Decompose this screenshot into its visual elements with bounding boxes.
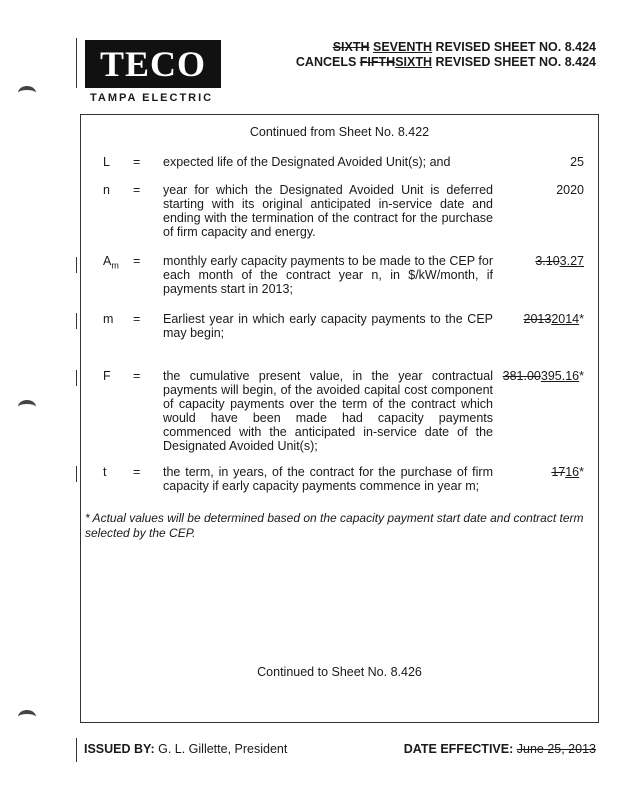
value-old: 17 xyxy=(551,465,566,479)
definition-text: year for which the Designated Avoided Unit is deferred starting with its original anticipated in-service date and ending with the termination of the contract for the purchase of firm capacity and energy. xyxy=(163,183,493,239)
new-revision: SEVENTH xyxy=(372,40,433,54)
definition-symbol xyxy=(103,254,133,271)
definition-value xyxy=(503,369,584,383)
value-old: 2013 xyxy=(523,312,552,326)
cancels-new: SIXTH xyxy=(395,55,433,69)
issued-by-label: ISSUED BY: xyxy=(84,742,155,756)
cancels-old: FIFTH xyxy=(359,55,396,69)
value-new: 2014 xyxy=(551,312,580,326)
continued-from: Continued from Sheet No. 8.422 xyxy=(249,125,430,139)
revision-bar xyxy=(76,370,77,386)
definition-symbol: m xyxy=(103,312,114,326)
equals-sign: = xyxy=(133,369,141,383)
value-asterisk: * xyxy=(579,465,584,479)
revision-bar xyxy=(76,257,77,273)
definition-symbol: n xyxy=(103,183,110,197)
definition-value xyxy=(570,155,584,169)
equals-sign: = xyxy=(133,183,141,197)
tariff-sheet-frame xyxy=(80,114,599,723)
value-asterisk: * xyxy=(579,369,584,383)
sheet-revision-line xyxy=(333,40,596,54)
cancels-line xyxy=(296,55,596,69)
margin-bar-top xyxy=(76,38,77,88)
definition-text: the cumulative present value, in the year contractual payments will begin, of the avoided capital cost component of capacity payments over the term of the contract which would have been made had capacity payments commenced with the anticipated in-service date of the Designated Avoided Unit(s); xyxy=(163,369,493,453)
binding-mark xyxy=(18,710,36,724)
cancels-text: REVISED SHEET NO. 8.424 xyxy=(435,55,596,69)
symbol-base: A xyxy=(103,254,112,268)
old-revision: SIXTH xyxy=(332,40,370,54)
revision-bar xyxy=(76,313,77,329)
equals-sign: = xyxy=(133,312,141,326)
issued-by xyxy=(84,742,287,756)
definition-text: the term, in years, of the contract for the purchase of firm capacity if early capacity payments commence in year m; xyxy=(163,465,493,493)
footnote: * Actual values will be determined based on the capacity payment start date and contract term selected by the CEP. xyxy=(85,511,584,540)
footer-margin-bar xyxy=(76,738,77,762)
value-new: 16 xyxy=(565,465,580,479)
definition-value xyxy=(556,183,584,197)
definition-text: expected life of the Designated Avoided Unit(s); and xyxy=(163,155,451,169)
company-name: TAMPA ELECTRIC xyxy=(90,92,214,104)
issued-by-name: G. L. Gillette, President xyxy=(158,742,288,756)
binding-mark xyxy=(18,400,36,414)
value-old: 381.00 xyxy=(502,369,541,383)
definition-symbol: F xyxy=(103,369,111,383)
date-effective xyxy=(404,742,596,756)
value-new: 2020 xyxy=(556,183,584,197)
date-effective-old: June 25, 2013 xyxy=(516,742,596,756)
continued-to: Continued to Sheet No. 8.426 xyxy=(257,665,422,679)
equals-sign: = xyxy=(133,155,141,169)
equals-sign: = xyxy=(133,465,141,479)
symbol-subscript: m xyxy=(111,260,119,271)
value-new: 395.16 xyxy=(540,369,580,383)
definition-text: monthly early capacity payments to be made to the CEP for each month of the contract year n, in $/kW/month, if payments start in 2013; xyxy=(163,254,493,296)
definition-value xyxy=(535,254,584,268)
cancels-label: CANCELS xyxy=(295,55,357,69)
value-old: 3.10 xyxy=(535,254,560,268)
value-new: 3.27 xyxy=(559,254,584,268)
value-asterisk: * xyxy=(579,312,584,326)
definition-symbol: t xyxy=(103,465,107,479)
equals-sign: = xyxy=(133,254,141,268)
definition-symbol: L xyxy=(103,155,110,169)
date-effective-label: DATE EFFECTIVE: xyxy=(403,742,514,756)
value-new: 25 xyxy=(570,155,584,169)
definition-text: Earliest year in which early capacity payments to the CEP may begin; xyxy=(163,312,493,340)
revision-bar xyxy=(76,466,77,482)
definition-value xyxy=(551,465,584,479)
definition-value xyxy=(524,312,585,326)
revision-text: REVISED SHEET NO. 8.424 xyxy=(435,40,596,54)
teco-logo-text: TECO xyxy=(99,44,207,84)
binding-mark xyxy=(18,86,36,100)
